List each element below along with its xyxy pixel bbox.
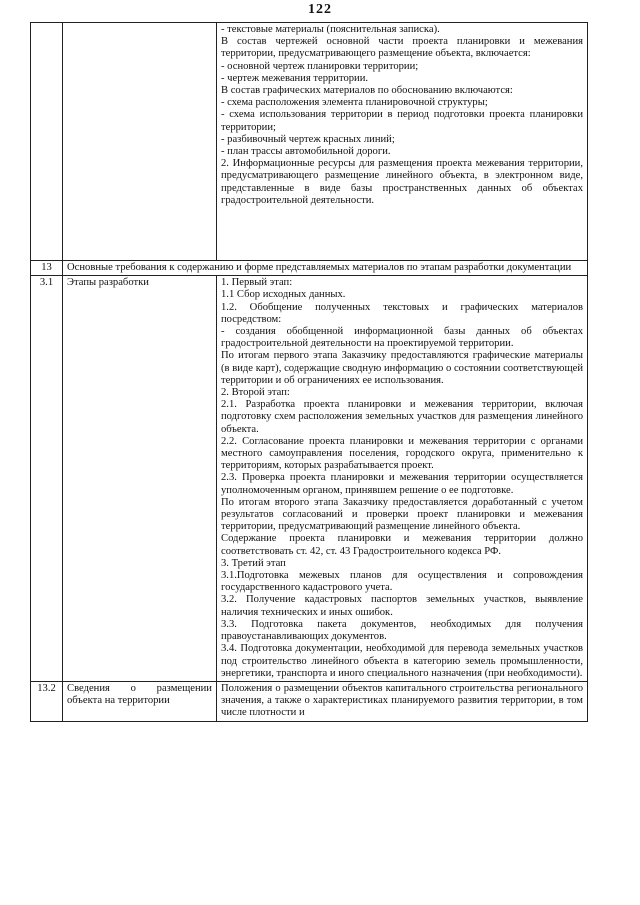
paragraph: - текстовые материалы (пояснительная записка).	[221, 24, 440, 35]
row-content-cell	[217, 276, 588, 682]
row-number-cell: 13.2	[31, 681, 63, 721]
row-content-cell: Положения о размещении объектов капитального строительства регионального значения, а также о характеристиках планируемого развития территории, в том числе плотности и	[217, 681, 588, 721]
table-row-continuation	[31, 23, 588, 261]
paragraph: - основной чертеж планировки территории;	[221, 60, 419, 72]
paragraph: 3.1.Подготовка межевых планов для осуществления и сопровождения государственного кадастрового учета.	[221, 570, 583, 594]
paragraph: 2. Второй этап:	[221, 387, 290, 399]
page-number: 122	[308, 2, 332, 17]
section-heading-cell: Основные требования к содержанию и форме представляемых материалов по этапам разработки документации	[63, 261, 588, 276]
paragraph: - разбивочный чертеж красных линий;	[221, 133, 395, 145]
paragraph: - чертеж межевания территории.	[221, 72, 369, 84]
paragraph: 2. Информационные ресурсы для размещения проекта межевания территории, предусматривающего размещение линейного объекта, в электронном виде, представленные в виде базы пространственных данных об объектах градостроительной деятельности.	[221, 158, 583, 206]
row-number-cell	[31, 23, 63, 261]
title-word: Сведения	[67, 682, 110, 694]
row-title-line	[67, 683, 212, 695]
title-word: о	[130, 682, 136, 694]
row-title-cell	[63, 23, 217, 261]
paragraph: 2.2. Согласование проекта планировки и межевания территории с органами местного самоуправления поселения, городского округа, применительно к территориям, которых разрабатывается проект.	[221, 435, 583, 472]
row-number-cell: 13	[31, 261, 63, 276]
requirements-table	[30, 22, 588, 722]
paragraph: В состав графических материалов по обоснованию включаются:	[221, 85, 513, 97]
table-row-13	[31, 261, 588, 276]
paragraph: - схема использования территории в период подготовки проекта планировки территории;	[221, 109, 583, 133]
table-row-3-1	[31, 276, 588, 682]
paragraph: По итогам первого этапа Заказчику предоставляются графические материалы (в виде карт), содержащие сводную информацию о состоянии соответствующей территории и об ограничениях ее использования.	[221, 350, 583, 386]
paragraph: 3.3. Подготовка пакета документов, необходимых для получения правоустанавливающих документов.	[221, 618, 583, 643]
paragraph: Содержание проекта планировки и межевания территории должно соответствовать ст. 42, ст. 43 Градостроительного кодекса РФ.	[221, 533, 583, 557]
paragraph: 2.3. Проверка проекта планировки и межевания территории осуществляется уполномоченным органом, принявшем решение о ее подготовке.	[221, 472, 583, 496]
paragraph: 3. Третий этап	[221, 557, 286, 569]
row-title-line: объекта на территории	[67, 695, 170, 707]
paragraph: - создания обобщенной информационной базы данных об объектах градостроительной деятельности на проектируемой территории.	[221, 326, 583, 350]
row-number-cell: 3.1	[31, 276, 63, 682]
paragraph: 3.2. Получение кадастровых паспортов земельных участков, выявление наличия технических и иных ошибок.	[221, 594, 583, 618]
paragraph: - план трассы автомобильной дороги.	[221, 146, 391, 158]
table-row-13-2	[31, 681, 588, 721]
row-title-cell	[63, 681, 217, 721]
row-content-cell	[217, 23, 588, 261]
paragraph: 1.2. Обобщение полученных текстовых и графических материалов посредством:	[221, 301, 583, 325]
title-word: размещении	[156, 682, 212, 694]
row-title-cell: Этапы разработки	[63, 276, 217, 682]
paragraph: - схема расположения элемента планировочной структуры;	[221, 97, 488, 109]
paragraph: 3.4. Подготовка документации, необходимой для перевода земельных участков под строительство линейного объекта в категорию земель промышленности, энергетики, транспорта и иного специального назначения (при необходимости).	[221, 643, 583, 679]
paragraph: 1.1 Сбор исходных данных.	[221, 289, 346, 301]
paragraph: По итогам второго этапа Заказчику предоставляется доработанный с учетом результатов согласований и проверки проект планировки и межевания территории, предусматривающий размещение линейного объекта.	[221, 496, 583, 533]
paragraph: 1. Первый этап:	[221, 277, 293, 289]
paragraph: В состав чертежей основной части проекта планировки и межевания территории, предусматривающего размещение объекта, включается:	[221, 36, 583, 60]
paragraph: 2.1. Разработка проекта планировки и межевания территории, включая подготовку схем расположения земельных участков для размещения линейного объекта.	[221, 399, 583, 435]
